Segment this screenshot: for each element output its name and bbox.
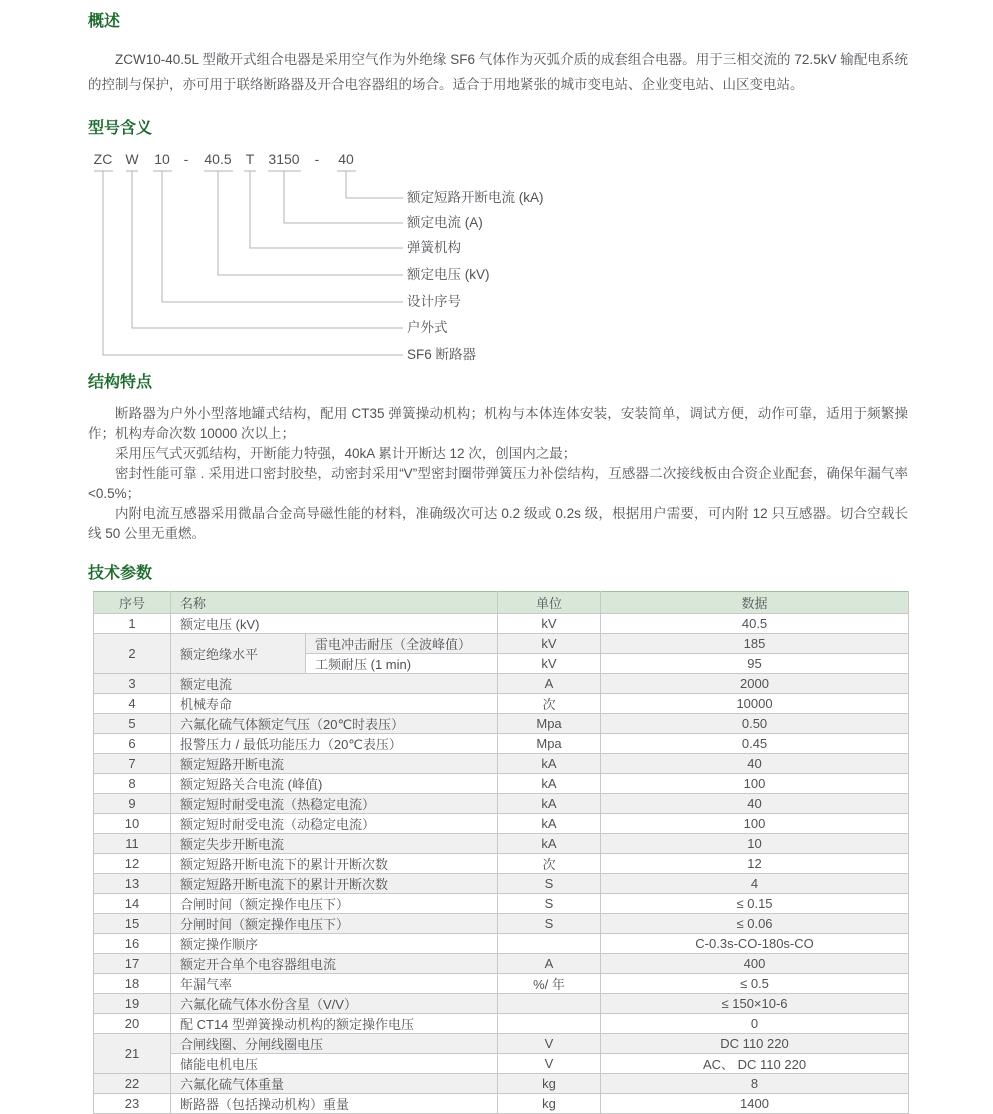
table-row <box>94 934 909 954</box>
table-cell-data: C-0.3s-CO-180s-CO <box>601 934 909 954</box>
table-row <box>94 674 909 694</box>
table-cell-data: 100 <box>601 814 909 834</box>
table-row <box>94 1014 909 1034</box>
table-cell-name: 六氟化硫气体水份含星（V/V） <box>171 994 498 1014</box>
table-cell-data: DC 110 220 <box>601 1034 909 1054</box>
table-cell-name: 合闸线圈、分闸线圈电压 <box>171 1034 498 1054</box>
table-row <box>94 894 909 914</box>
features-heading: 结构特点 <box>88 374 153 391</box>
table-row <box>94 1034 909 1054</box>
table-cell-unit: kg <box>498 1074 601 1094</box>
model-code-label: 额定电压 (kV) <box>407 267 490 282</box>
table-row <box>94 634 909 654</box>
table-cell-data: 40.5 <box>601 614 909 634</box>
column-header-index: 序号 <box>94 592 171 614</box>
column-header-unit: 单位 <box>498 592 601 614</box>
model-code-label: SF6 断路器 <box>407 347 477 362</box>
table-row <box>94 794 909 814</box>
table-cell-data: ≤ 0.15 <box>601 894 909 914</box>
connector-lines <box>88 151 908 365</box>
table-cell-num: 2 <box>94 634 171 674</box>
table-cell-num: 7 <box>94 754 171 774</box>
table-cell-unit: kV <box>498 614 601 634</box>
table-cell-num: 5 <box>94 714 171 734</box>
table-row <box>94 614 909 634</box>
table-cell-name: 储能电机电压 <box>171 1054 498 1074</box>
table-cell-name: 额定短时耐受电流（热稳定电流） <box>171 794 498 814</box>
table-cell-unit: Mpa <box>498 734 601 754</box>
table-row <box>94 1094 909 1114</box>
table-cell-unit: kV <box>498 634 601 654</box>
table-cell-num: 3 <box>94 674 171 694</box>
table-cell-name: 额定短时耐受电流（动稳定电流） <box>171 814 498 834</box>
table-cell-name: 合闸时间（额定操作电压下） <box>171 894 498 914</box>
table-cell-unit <box>498 934 601 954</box>
table-cell-num: 16 <box>94 934 171 954</box>
table-cell-data: 185 <box>601 634 909 654</box>
table-row <box>94 1074 909 1094</box>
table-cell-unit: S <box>498 914 601 934</box>
table-row <box>94 954 909 974</box>
table-cell-data: ≤ 0.5 <box>601 974 909 994</box>
table-cell-num: 19 <box>94 994 171 1014</box>
table-cell-data: ≤ 150×10-6 <box>601 994 909 1014</box>
table-cell-name: 报警压力 / 最低功能压力（20℃表压） <box>171 734 498 754</box>
column-header-data: 数据 <box>601 592 909 614</box>
table-cell-unit: %/ 年 <box>498 974 601 994</box>
model-code-diagram <box>88 151 908 365</box>
table-cell-data: 12 <box>601 854 909 874</box>
model-code-label: 户外式 <box>407 320 448 335</box>
table-cell-data: 8 <box>601 1074 909 1094</box>
table-cell-data: 40 <box>601 794 909 814</box>
table-cell-name: 断路器（包括操动机构）重量 <box>171 1094 498 1114</box>
overview-heading: 概述 <box>88 13 121 30</box>
table-cell-unit: V <box>498 1034 601 1054</box>
table-cell-data: AC、 DC 110 220 <box>601 1054 909 1074</box>
table-cell-name: 额定短路开断电流 <box>171 754 498 774</box>
table-row <box>94 994 909 1014</box>
table-cell-name: 工频耐压 (1 min) <box>306 654 498 674</box>
overview-section <box>88 12 908 97</box>
table-cell-name: 额定绝缘水平 <box>171 634 306 674</box>
table-cell-unit: kg <box>498 1094 601 1114</box>
model-meaning-section <box>88 119 908 365</box>
model-code-token: 40 <box>338 151 354 167</box>
table-cell-num: 23 <box>94 1094 171 1114</box>
table-cell-num: 18 <box>94 974 171 994</box>
table-row <box>94 714 909 734</box>
model-heading: 型号含义 <box>88 120 153 137</box>
table-row <box>94 854 909 874</box>
table-cell-data: 0.45 <box>601 734 909 754</box>
table-row <box>94 814 909 834</box>
table-cell-unit: kV <box>498 654 601 674</box>
table-cell-unit: S <box>498 874 601 894</box>
table-cell-num: 6 <box>94 734 171 754</box>
table-cell-name: 额定开合单个电容器组电流 <box>171 954 498 974</box>
table-cell-data: 0.50 <box>601 714 909 734</box>
table-cell-data: 10000 <box>601 694 909 714</box>
table-cell-num: 1 <box>94 614 171 634</box>
table-cell-data: 40 <box>601 754 909 774</box>
table-cell-name: 额定失步开断电流 <box>171 834 498 854</box>
table-cell-num: 12 <box>94 854 171 874</box>
table-cell-unit: kA <box>498 774 601 794</box>
table-cell-name: 额定短路开断电流下的累计开断次数 <box>171 874 498 894</box>
model-code-token: ZC <box>93 151 113 167</box>
table-cell-data: 95 <box>601 654 909 674</box>
table-cell-unit: kA <box>498 814 601 834</box>
table-cell-num: 15 <box>94 914 171 934</box>
table-cell-num: 10 <box>94 814 171 834</box>
table-cell-unit: kA <box>498 834 601 854</box>
features-paragraph: 内附电流互感器采用微晶合金高导磁性能的材料，准确级次可达 0.2 级或 0.2s 级，根据用户需要，可内附 12 只互感器。切合空载长线 50 公里无重燃。 <box>88 506 908 541</box>
table-cell-unit: Mpa <box>498 714 601 734</box>
model-code-label: 设计序号 <box>407 294 461 309</box>
features-section <box>88 373 908 544</box>
table-row <box>94 1054 909 1074</box>
table-row <box>94 694 909 714</box>
table-cell-num: 4 <box>94 694 171 714</box>
table-cell-data: 400 <box>601 954 909 974</box>
table-cell-num: 21 <box>94 1034 171 1074</box>
table-cell-name: 六氟化硫气体额定气压（20℃时表压） <box>171 714 498 734</box>
model-code-token: 3150 <box>268 151 300 167</box>
table-cell-data: 0 <box>601 1014 909 1034</box>
model-code-token: 40.5 <box>204 151 232 167</box>
table-cell-data: 1400 <box>601 1094 909 1114</box>
table-cell-num: 8 <box>94 774 171 794</box>
table-header-row <box>94 592 909 614</box>
table-cell-unit: kA <box>498 794 601 814</box>
table-cell-name: 配 CT14 型弹簧操动机构的额定操作电压 <box>171 1014 498 1034</box>
table-cell-unit <box>498 994 601 1014</box>
model-code-separator: - <box>314 151 320 167</box>
specs-table <box>93 591 909 1114</box>
features-paragraph: 采用压气式灭弧结构，开断能力特强，40kA 累计开断达 12 次，创国内之最； <box>115 446 577 461</box>
model-code-token: 10 <box>154 151 170 167</box>
table-cell-num: 20 <box>94 1014 171 1034</box>
table-cell-unit: kA <box>498 754 601 774</box>
features-paragraph: 断路器为户外小型落地罐式结构，配用 CT35 弹簧操动机构；机构与本体连体安装，安装简单，调试方便，动作可靠，适用于频繁操作；机构寿命次数 10000 次以上； <box>88 406 908 441</box>
model-code-label: 额定电流 (A) <box>407 215 483 230</box>
table-cell-unit: 次 <box>498 854 601 874</box>
table-cell-unit: V <box>498 1054 601 1074</box>
table-cell-data: 10 <box>601 834 909 854</box>
table-cell-unit: 次 <box>498 694 601 714</box>
model-code-label: 额定短路开断电流 (kA) <box>407 190 544 205</box>
table-row <box>94 834 909 854</box>
table-cell-num: 14 <box>94 894 171 914</box>
specs-section <box>88 564 908 1114</box>
table-cell-name: 额定短路开断电流下的累计开断次数 <box>171 854 498 874</box>
table-row <box>94 754 909 774</box>
table-cell-num: 22 <box>94 1074 171 1094</box>
model-code-label: 弹簧机构 <box>407 240 461 255</box>
table-cell-name: 额定电流 <box>171 674 498 694</box>
specs-table-body <box>94 614 909 1114</box>
table-cell-data: ≤ 0.06 <box>601 914 909 934</box>
table-cell-data: 4 <box>601 874 909 894</box>
table-cell-unit: A <box>498 954 601 974</box>
specs-heading: 技术参数 <box>88 565 153 582</box>
table-cell-data: 100 <box>601 774 909 794</box>
model-code-token: W <box>125 151 139 167</box>
table-cell-num: 17 <box>94 954 171 974</box>
table-cell-name: 额定电压 (kV) <box>171 614 498 634</box>
table-cell-num: 11 <box>94 834 171 854</box>
table-row <box>94 874 909 894</box>
table-cell-num: 9 <box>94 794 171 814</box>
table-cell-unit: S <box>498 894 601 914</box>
model-code-token: T <box>245 151 255 167</box>
table-cell-unit <box>498 1014 601 1034</box>
table-cell-name: 年漏气率 <box>171 974 498 994</box>
features-paragraph: 密封性能可靠 . 采用进口密封胶垫，动密封采用“V”型密封圈带弹簧压力补偿结构，互感器二次接线板由合资企业配套，确保年漏气率 <0.5%； <box>88 466 908 501</box>
column-header-name: 名称 <box>171 592 498 614</box>
table-row <box>94 734 909 754</box>
table-cell-name: 分闸时间（额定操作电压下） <box>171 914 498 934</box>
table-cell-num: 13 <box>94 874 171 894</box>
table-cell-name: 额定短路关合电流 (峰值) <box>171 774 498 794</box>
table-cell-name: 额定操作顺序 <box>171 934 498 954</box>
table-row <box>94 914 909 934</box>
table-cell-name: 六氟化硫气体重量 <box>171 1074 498 1094</box>
table-row <box>94 774 909 794</box>
table-cell-name: 雷电冲击耐压（全波峰值） <box>306 634 498 654</box>
table-row <box>94 974 909 994</box>
model-code-separator: - <box>183 151 189 167</box>
table-cell-name: 机械寿命 <box>171 694 498 714</box>
overview-paragraph: ZCW10-40.5L 型敞开式组合电器是采用空气作为外绝缘 SF6 气体作为灭弧介质的成套组合电器。用于三相交流的 72.5kV 输配电系统的控制与保护，亦可用于联络断路器及开合电容器组的场合。适合于用地紧张的城市变电站、企业变电站、山区变电站。 <box>88 52 908 92</box>
table-cell-data: 2000 <box>601 674 909 694</box>
table-cell-unit: A <box>498 674 601 694</box>
